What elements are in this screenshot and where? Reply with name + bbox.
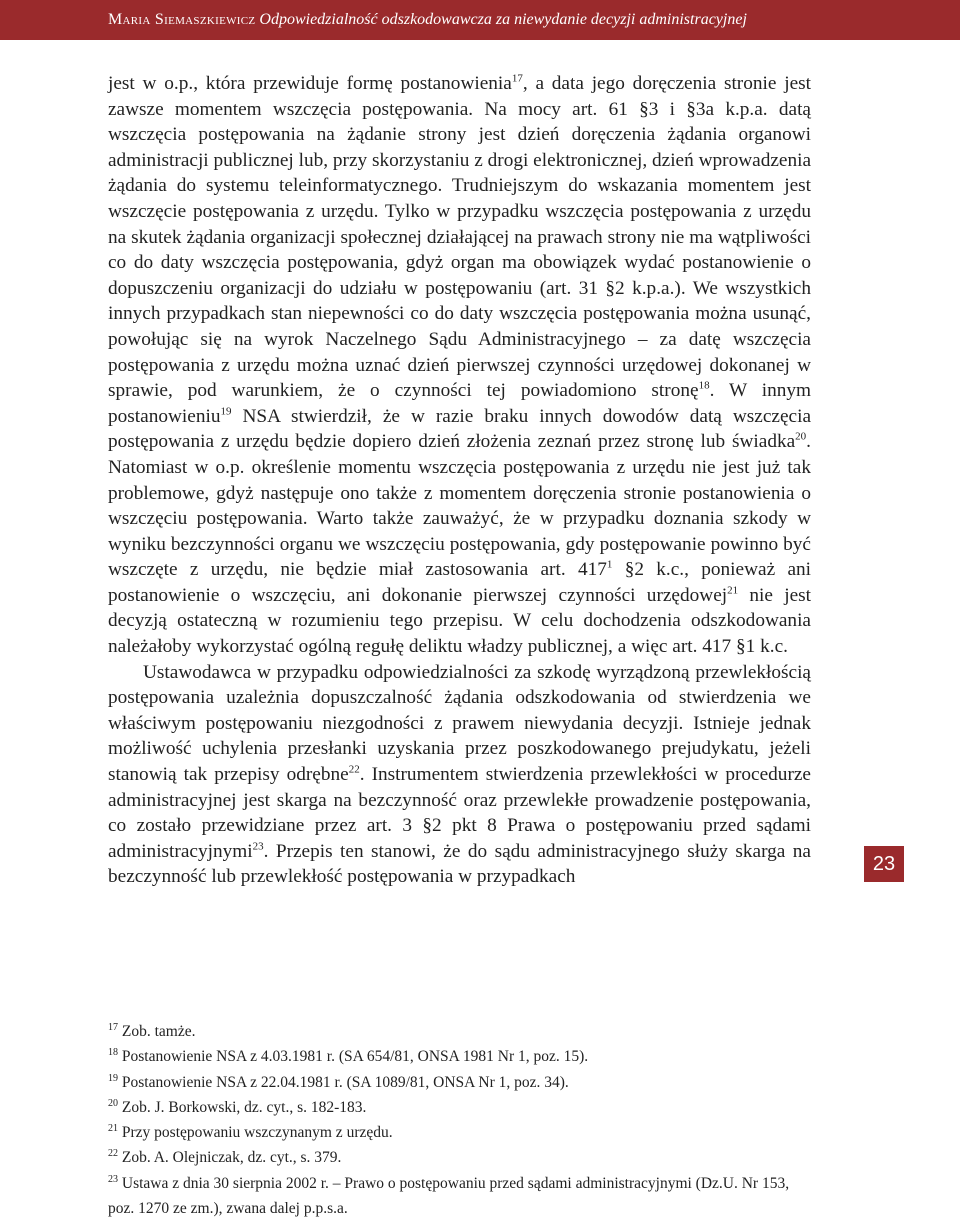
footnote-text: Zob. A. Olejniczak, dz. cyt., s. 379.: [121, 1149, 342, 1167]
footnote: [108, 1019, 811, 1044]
footnote-text: Przy postępowaniu wszczynanym z urzędu.: [121, 1124, 393, 1142]
paragraph-1: [108, 71, 811, 660]
footnotes: [108, 1019, 811, 1221]
footnote-text: Postanowienie NSA z 22.04.1981 r. (SA 1089/81, ONSA Nr 1, poz. 34).: [121, 1073, 569, 1091]
footnote: [108, 1095, 811, 1120]
text-run: NSA stwierdził, że w razie braku innych dowodów datą wszczęcia postępowania z urzędu będzie dopiero dzień złożenia zeznań przez stronę lub świadka: [108, 405, 811, 453]
text-run: §2 k.c., ponieważ ani postanowienie o wszczęciu, ani dokonanie pierwszej czynności urzędowej: [108, 559, 811, 606]
footnote-number: 17: [108, 1021, 118, 1033]
text-run: . Natomiast w o.p. określenie momentu wszczęcia postępowania z urzędu nie jest już tak problemowe, gdyż następuje ono także z momentem doręczenia stronie postanowienia o wszczęciu postępowania. Warto także zauważyć, że w przypadku doznania szkody w wyniku bezczynności organu we wszczęciu postępowania, gdy postępowanie powinno być wszczęte z urzędu, nie będzie miał zastosowania art. 417: [108, 431, 811, 581]
footnote-number: 23: [108, 1173, 118, 1185]
text-run: Ustawodawca w przypadku odpowiedzialności za szkodę wyrządzoną przewlekłością postępowania uzależnia dopuszczalność żądania odszkodowania od stwierdzenia we właściwym postępowaniu niezgodności z prawem niewydania decyzji. Istnieje jednak możliwość uchylenia przesłanki uzyskania przez poszkodowanego prejudykatu, jeżeli stanowią tak przepisy odrębne: [108, 661, 811, 786]
text-run: nie jest decyzją ostateczną w rozumieniu tego przepisu. W celu dochodzenia odszkodowania należałoby wykorzystać ogólną regułę deliktu władzy publicznej, a więc art. 417 §1 k.c.: [108, 584, 811, 658]
footnote-ref: 19: [220, 405, 232, 418]
footnote: [108, 1120, 811, 1145]
footnote: [108, 1145, 811, 1170]
body-text: [108, 71, 811, 890]
footnote: [108, 1044, 811, 1069]
footnote-text: Zob. tamże.: [121, 1023, 196, 1040]
text-run: , a data jego doręczenia stronie jest zawsze momentem wszczęcia postępowania. Na mocy art. 61 §3 i §3a k.p.a. datą wszczęcia postępowania na żądanie strony jest dzień doręczenia żądania organowi administracji publicznej lub, przy skorzystaniu z drogi elektronicznej, dzień wprowadzenia żądania do systemu teleinformatycznego. Trudniejszym do wskazania momentem jest wszczęcie postępowania z urzędu. Tylko w przypadku wszczęcia postępowania z urzędu na skutek żądania organizacji społecznej działającej na prawach strony nie ma wątpliwości co do daty wszczęcia postępowania, gdyż organ ma obowiązek wydać postanowienie o dopuszczeniu organizacji do udziału w postępowaniu (art. 31 §2 k.p.a.). We wszystkich innych przypadkach stan niepewności co do daty wszczęcia postępowania można usunąć, powołując się na wyrok Naczelnego Sądu Administracyjnego – za datę wszczęcia postępowania z urzędu można uznać dzień pierwszej czynności urzędowej dokonanej w sprawie, pod warunkiem, że o czynności tej powiadomiono stronę: [108, 73, 811, 402]
footnote-ref: 22: [348, 763, 360, 776]
footnote-number: 20: [108, 1097, 118, 1109]
running-header: [0, 0, 960, 40]
text-run: . Instrumentem stwierdzenia przewlekłości w procedurze administracyjnej jest skarga na bezczynność oraz przewlekłe prowadzenie postępowania, co zostało przewidziane przez art. 3 §2 pkt 8 Prawa o postępowaniu przed sądami administracyjnymi: [108, 764, 811, 862]
footnote-ref: 23: [252, 840, 264, 853]
footnote: [108, 1171, 811, 1222]
footnote: [108, 1070, 811, 1095]
paragraph-2: [108, 660, 811, 890]
footnote-number: 18: [108, 1047, 118, 1059]
header-title: Odpowiedzialność odszkodowawcza za niewydanie decyzji administracyjnej: [259, 11, 747, 28]
superscript: 1: [606, 558, 613, 571]
footnote-text: Zob. J. Borkowski, dz. cyt., s. 182-183.: [121, 1098, 367, 1116]
text-run: jest w o.p., która przewiduje formę postanowienia: [108, 73, 512, 94]
page-number: 23: [864, 846, 904, 882]
footnote-ref: 20: [795, 430, 807, 443]
text-run: . Przepis ten stanowi, że do sądu administracyjnego służy skarga na bezczynność lub przewlekłość postępowania w przypadkach: [108, 840, 811, 888]
header-author: Maria Siemaszkiewicz: [108, 11, 256, 28]
footnote-ref: 18: [698, 379, 710, 392]
footnote-number: 21: [108, 1123, 118, 1135]
footnote-number: 19: [108, 1072, 118, 1084]
footnote-text: Postanowienie NSA z 4.03.1981 r. (SA 654/81, ONSA 1981 Nr 1, poz. 15).: [121, 1048, 589, 1066]
footnote-ref: 21: [727, 584, 739, 597]
text-run: . W innym postanowieniu: [108, 380, 812, 427]
footnote-text: Ustawa z dnia 30 sierpnia 2002 r. – Prawo o postępowaniu przed sądami administracyjnymi (Dz.U. Nr 153, poz. 1270 ze zm.), zwana dalej p.p.s.a.: [108, 1174, 790, 1218]
footnote-ref: 17: [511, 72, 523, 85]
footnote-number: 22: [108, 1148, 118, 1160]
